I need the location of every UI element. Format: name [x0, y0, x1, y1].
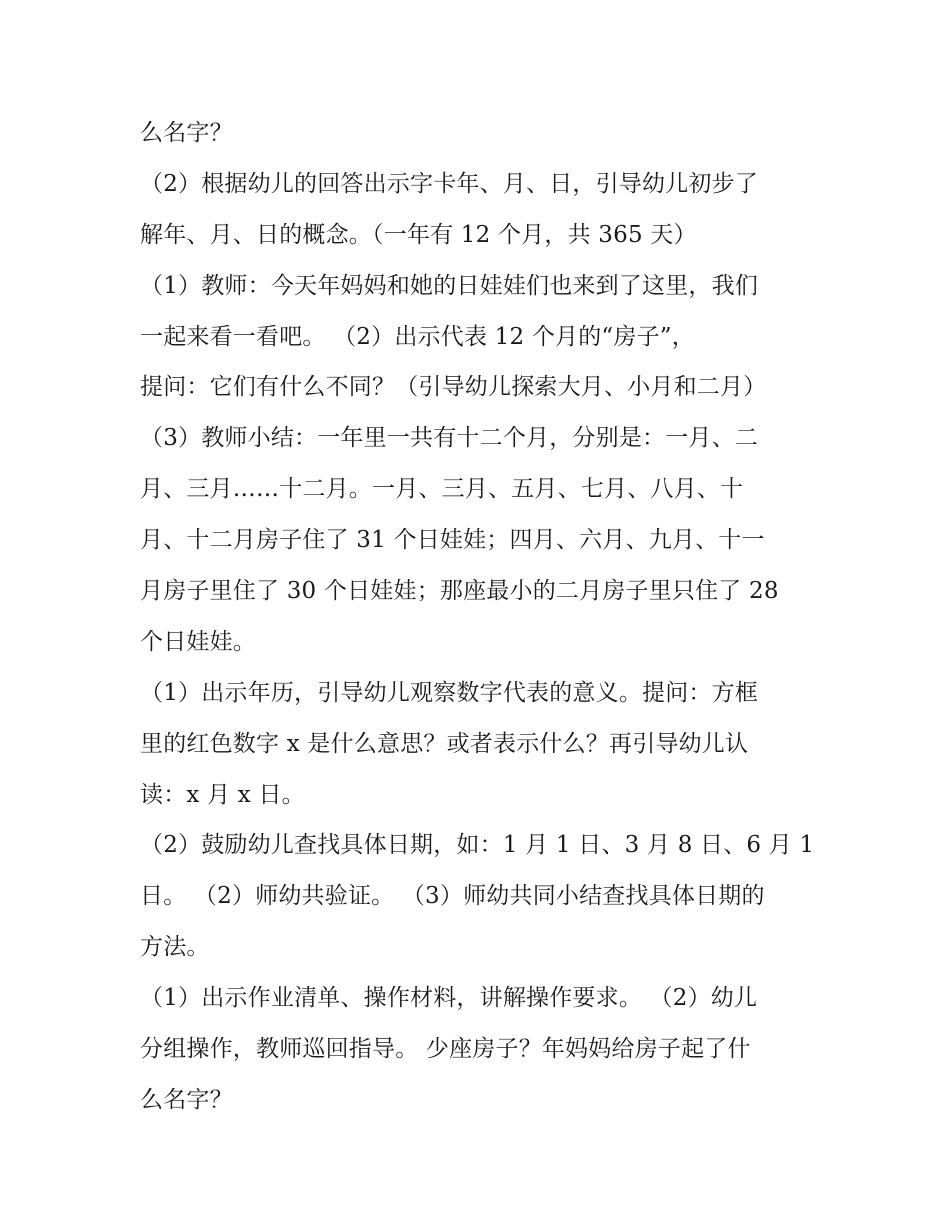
text-line: （2）鼓励幼儿查找具体日期，如：1 月 1 日、3 月 8 日、6 月 1: [140, 832, 815, 859]
text-line: （1）出示年历，引导幼儿观察数字代表的意义。提问：方框: [140, 679, 759, 706]
text-line: 月、十二月房子住了 31 个日娃娃；四月、六月、九月、十一: [140, 527, 765, 554]
text-line: （1）教师：今天年妈妈和她的日娃娃们也来到了这里，我们: [140, 272, 759, 299]
text-line: 一起来看一看吧。 （2）出示代表 12 个月的“房子”，: [140, 323, 695, 350]
text-line: 日。 （2）师幼共验证。 （3）师幼共同小结查找具体日期的: [140, 883, 765, 910]
text-line: 个日娃娃。: [140, 628, 256, 655]
text-line: （1）出示作业清单、操作材料，讲解操作要求。 （2）幼儿: [140, 985, 758, 1012]
text-line: 提问：它们有什么不同？（引导幼儿探索大月、小月和二月）: [140, 374, 767, 401]
text-line: 读：x 月 x 日。: [140, 781, 305, 808]
text-line: 里的红色数字 x 是什么意思？或者表示什么？再引导幼儿认: [140, 730, 749, 757]
text-line: 分组操作，教师巡回指导。 少座房子？年妈妈给房子起了什: [140, 1036, 751, 1063]
text-line: 方法。: [140, 934, 210, 961]
text-line: 月、三月……十二月。一月、三月、五月、七月、八月、十: [140, 476, 744, 503]
text-line: 月房子里住了 30 个日娃娃；那座最小的二月房子里只住了 28: [140, 578, 779, 605]
text-line: （3）教师小结：一年里一共有十二个月，分别是：一月、二: [140, 425, 759, 452]
text-line: 解年、月、日的概念。（一年有 12 个月，共 365 天）: [140, 221, 697, 248]
text-line: 么名字？: [140, 120, 233, 146]
text-line: 么名字？: [140, 1086, 233, 1113]
text-line: （2）根据幼儿的回答出示字卡年、月、日，引导幼儿初步了: [140, 170, 759, 197]
document-body: [140, 108, 815, 1126]
